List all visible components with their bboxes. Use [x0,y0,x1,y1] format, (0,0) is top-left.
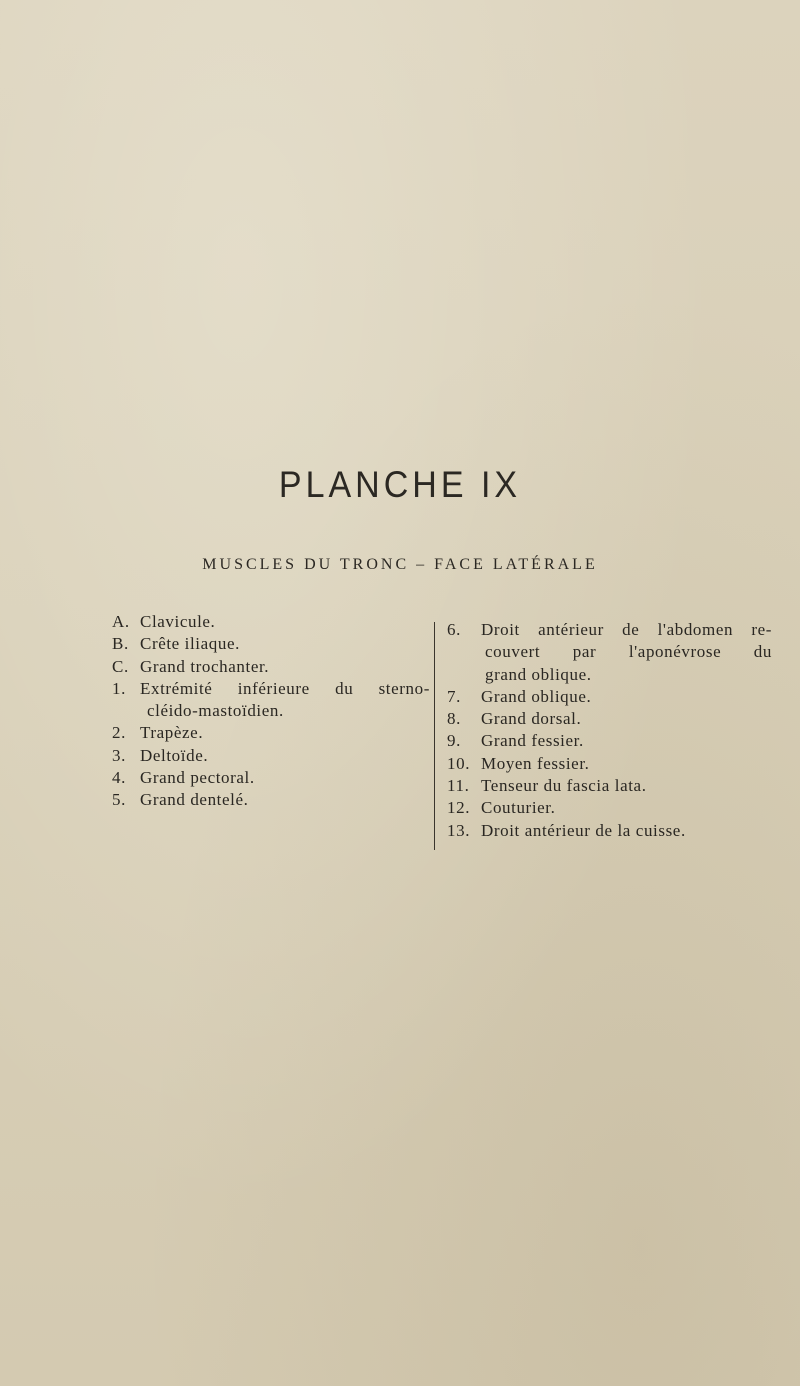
legend-text: Couturier. [481,798,556,818]
legend-text: Grand dentelé. [140,790,249,810]
legend-text: Grand trochanter. [140,656,270,676]
legend-text: Trapèze. [140,723,204,743]
legend-item [447,753,772,775]
legend-label: 5. [112,790,126,810]
legend-text-continuation-line: couvert par l'aponévrose du [485,642,772,662]
legend-label: 4. [112,768,126,788]
legend-item [447,730,772,752]
legend-item [447,708,772,730]
legend-text: Extrémité inférieure du sterno- [140,678,430,698]
legend-text-continuation [447,641,772,663]
legend-text: Droit antérieur de la cuisse. [481,820,686,840]
legend-text: Tenseur du fascia lata. [481,776,647,796]
column-divider [434,622,435,850]
legend-item [447,686,772,708]
legend-item [112,611,430,633]
legend-item [447,820,772,842]
legend-item [112,722,430,744]
legend-label: 10. [447,753,471,773]
legend-text: Grand oblique. [481,686,592,706]
legend-left-column [112,611,430,812]
legend-label: 6. [447,620,461,639]
legend-text: Droit antérieur de l'abdomen re- [481,620,772,639]
legend-label: 11. [447,776,470,796]
legend-label: B. [112,634,129,654]
legend-text: Crête iliaque. [140,634,240,654]
legend-text: Clavicule. [140,612,216,631]
legend-label: A. [112,612,130,631]
legend-item [112,789,430,811]
legend-item [112,745,430,767]
legend-label: 12. [447,798,471,818]
legend-item [112,767,430,789]
legend-text-continuation: cléido-mastoïdien. [147,701,284,721]
legend-label: 13. [447,820,471,840]
legend-text: Moyen fessier. [481,753,590,773]
plate-title: PLANCHE IX [278,464,522,506]
legend-text: Grand fessier. [481,731,584,751]
legend-right-column [447,619,772,842]
legend-text: Deltoïde. [140,745,209,765]
legend-label: 3. [112,745,126,765]
plate-subtitle: MUSCLES DU TRONC – FACE LATÉRALE [202,556,598,573]
legend-label: 8. [447,709,461,729]
legend-label: 2. [112,723,126,743]
legend-item [447,797,772,819]
legend-item [112,633,430,655]
legend-item [112,656,430,678]
legend-text: Grand dorsal. [481,709,582,729]
legend-label: 7. [447,686,461,706]
legend-text: Grand pectoral. [140,768,255,788]
legend-label: 1. [112,678,126,698]
legend-label: 9. [447,731,461,751]
legend-item [447,775,772,797]
legend-text-continuation: grand oblique. [485,664,592,684]
legend-item [112,678,430,700]
legend-label: C. [112,656,129,676]
legend-item [447,619,772,641]
